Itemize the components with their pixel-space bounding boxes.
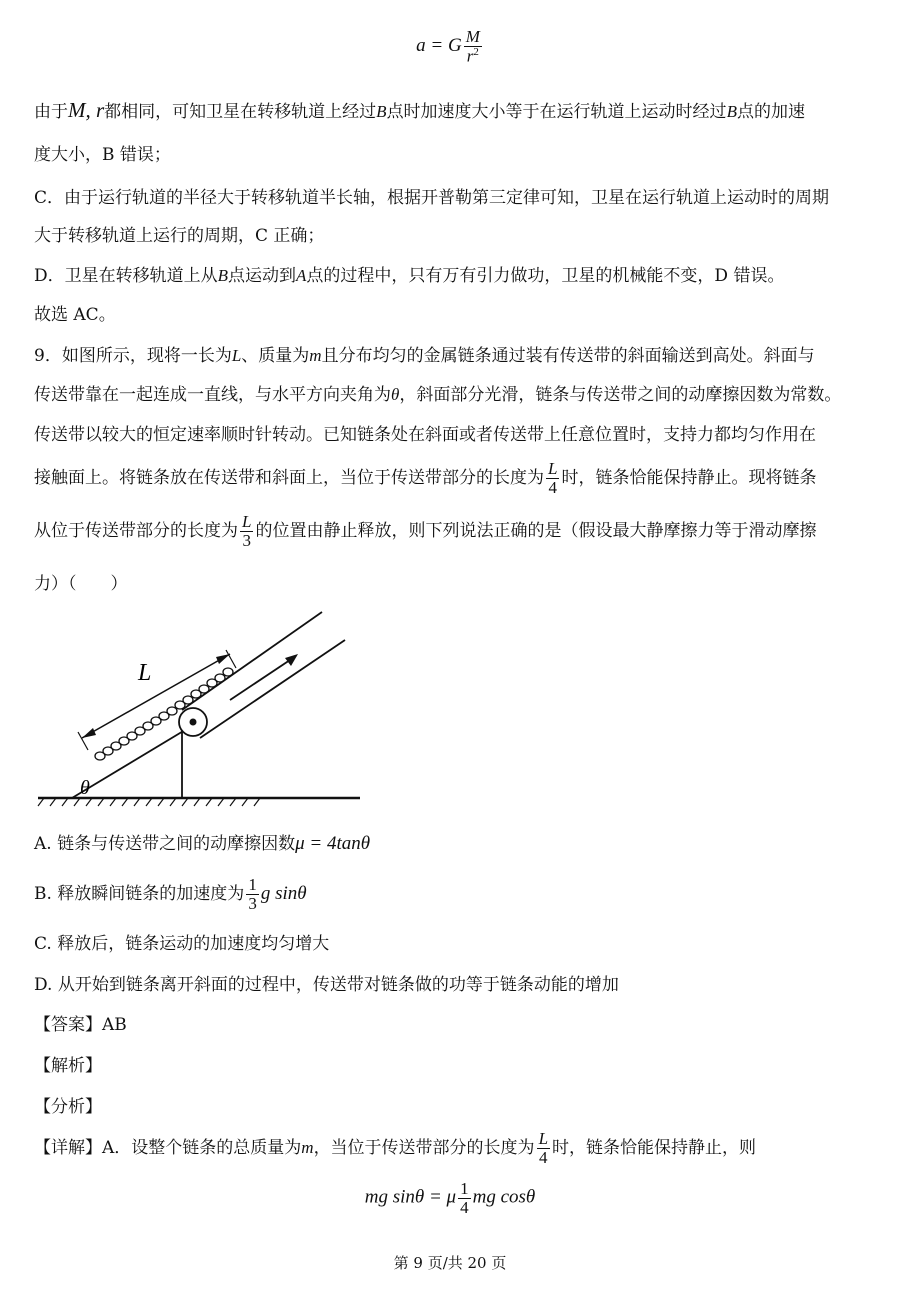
answer-line: 【答案】AB <box>34 1015 127 1035</box>
fraction-one-third: $\frac{1}{3}$ <box>248 875 257 913</box>
dimension-arrow-left <box>82 728 96 738</box>
label-theta: θ <box>80 777 90 799</box>
fraction-one-quarter: $\frac{1}{4}$ <box>460 1179 469 1217</box>
formula-lhs: a = G <box>416 35 462 57</box>
formula-acceleration <box>0 28 900 65</box>
label-L: L <box>138 660 152 686</box>
dimension-tick-right <box>226 650 236 668</box>
option-d: D. 从开始到链条离开斜面的过程中，传送带对链条做的功等于链条动能的增加 <box>34 975 619 995</box>
page-footer: 第 9 页/共 20 页 <box>393 1254 507 1272</box>
formula-fraction: $\frac{M}{r^2}$ <box>465 27 480 66</box>
incline-conveyor-figure <box>30 600 370 810</box>
paragraph-d: D．卫星在转移轨道上从B点运动到A点的过程中，只有万有引力做功，卫星的机械能不变，D 错误。 <box>34 266 785 286</box>
paragraph-b-line2: 度大小，B 错误； <box>34 145 171 165</box>
fenxi-heading: 【分析】 <box>34 1097 102 1117</box>
pulley-axle <box>190 719 197 726</box>
option-b: B. 释放瞬间链条的加速度为 $\frac{1}{3}$ g sinθ <box>34 875 307 913</box>
paragraph-c-line1: C．由于运行轨道的半径大于转移轨道半长轴，根据开普勒第三定律可知，卫星在运行轨道上运动时的周期 <box>34 188 830 208</box>
belt-top <box>182 612 322 710</box>
fraction-L-over-3: $\frac{L}{3}$ <box>242 512 252 550</box>
q9-line4: 接触面上。将链条放在传送带和斜面上，当位于传送带部分的长度为 $\frac{L}{4}$ 时，链条恰能保持静止。现将链条 <box>34 459 817 497</box>
belt-direction-arrow <box>230 656 296 700</box>
q9-line5: 从位于传送带部分的长度为 $\frac{L}{3}$ 的位置由静止释放，则下列说法正确的是（假设最大静摩擦力等于滑动摩擦 <box>34 512 817 550</box>
fraction-L-over-4-detail: $\frac{L}{4}$ <box>538 1129 549 1167</box>
belt-arrow-head <box>285 654 298 666</box>
option-a: A. 链条与传送带之间的动摩擦因数μ = 4tanθ <box>34 833 371 854</box>
belt-bottom <box>200 640 345 738</box>
q9-line6: 力）（ ） <box>34 574 128 594</box>
q9-line2: 传送带靠在一起连成一直线，与水平方向夹角为θ，斜面部分光滑，链条与传送带之间的动摩擦因数为常数。 <box>34 385 842 405</box>
q9-line1: 9．如图所示，现将一长为L、质量为m且分布均匀的金属链条通过装有传送带的斜面输送到高处。斜面与 <box>34 346 815 366</box>
choose-line: 故选 AC。 <box>34 305 116 325</box>
paragraph-c-line2: 大于转移轨道上运行的周期，C 正确； <box>34 226 325 246</box>
option-c: C. 释放后，链条运动的加速度均匀增大 <box>34 934 330 954</box>
formula-equilibrium: mg sinθ = μ $\frac{1}{4}$ mg cosθ <box>364 1179 536 1217</box>
fraction-L-over-4: $\frac{L}{4}$ <box>548 459 558 497</box>
dimension-arrow-right <box>216 654 230 664</box>
paragraph-b-line1: 由于M, r都相同，可知卫星在转移轨道上经过B点时加速度大小等于在运行轨道上运动时经过B点的加速 <box>34 98 805 122</box>
q9-line3: 传送带以较大的恒定速率顺时针转动。已知链条处在斜面或者传送带上任意位置时，支持力都均匀作用在 <box>34 425 816 445</box>
metal-chain <box>95 668 233 760</box>
detail-line: 【详解】A．设整个链条的总质量为m，当位于传送带部分的长度为 $\frac{L}{4}$ 时，链条恰能保持静止，则 <box>34 1129 757 1167</box>
analysis-heading: 【解析】 <box>34 1056 102 1076</box>
